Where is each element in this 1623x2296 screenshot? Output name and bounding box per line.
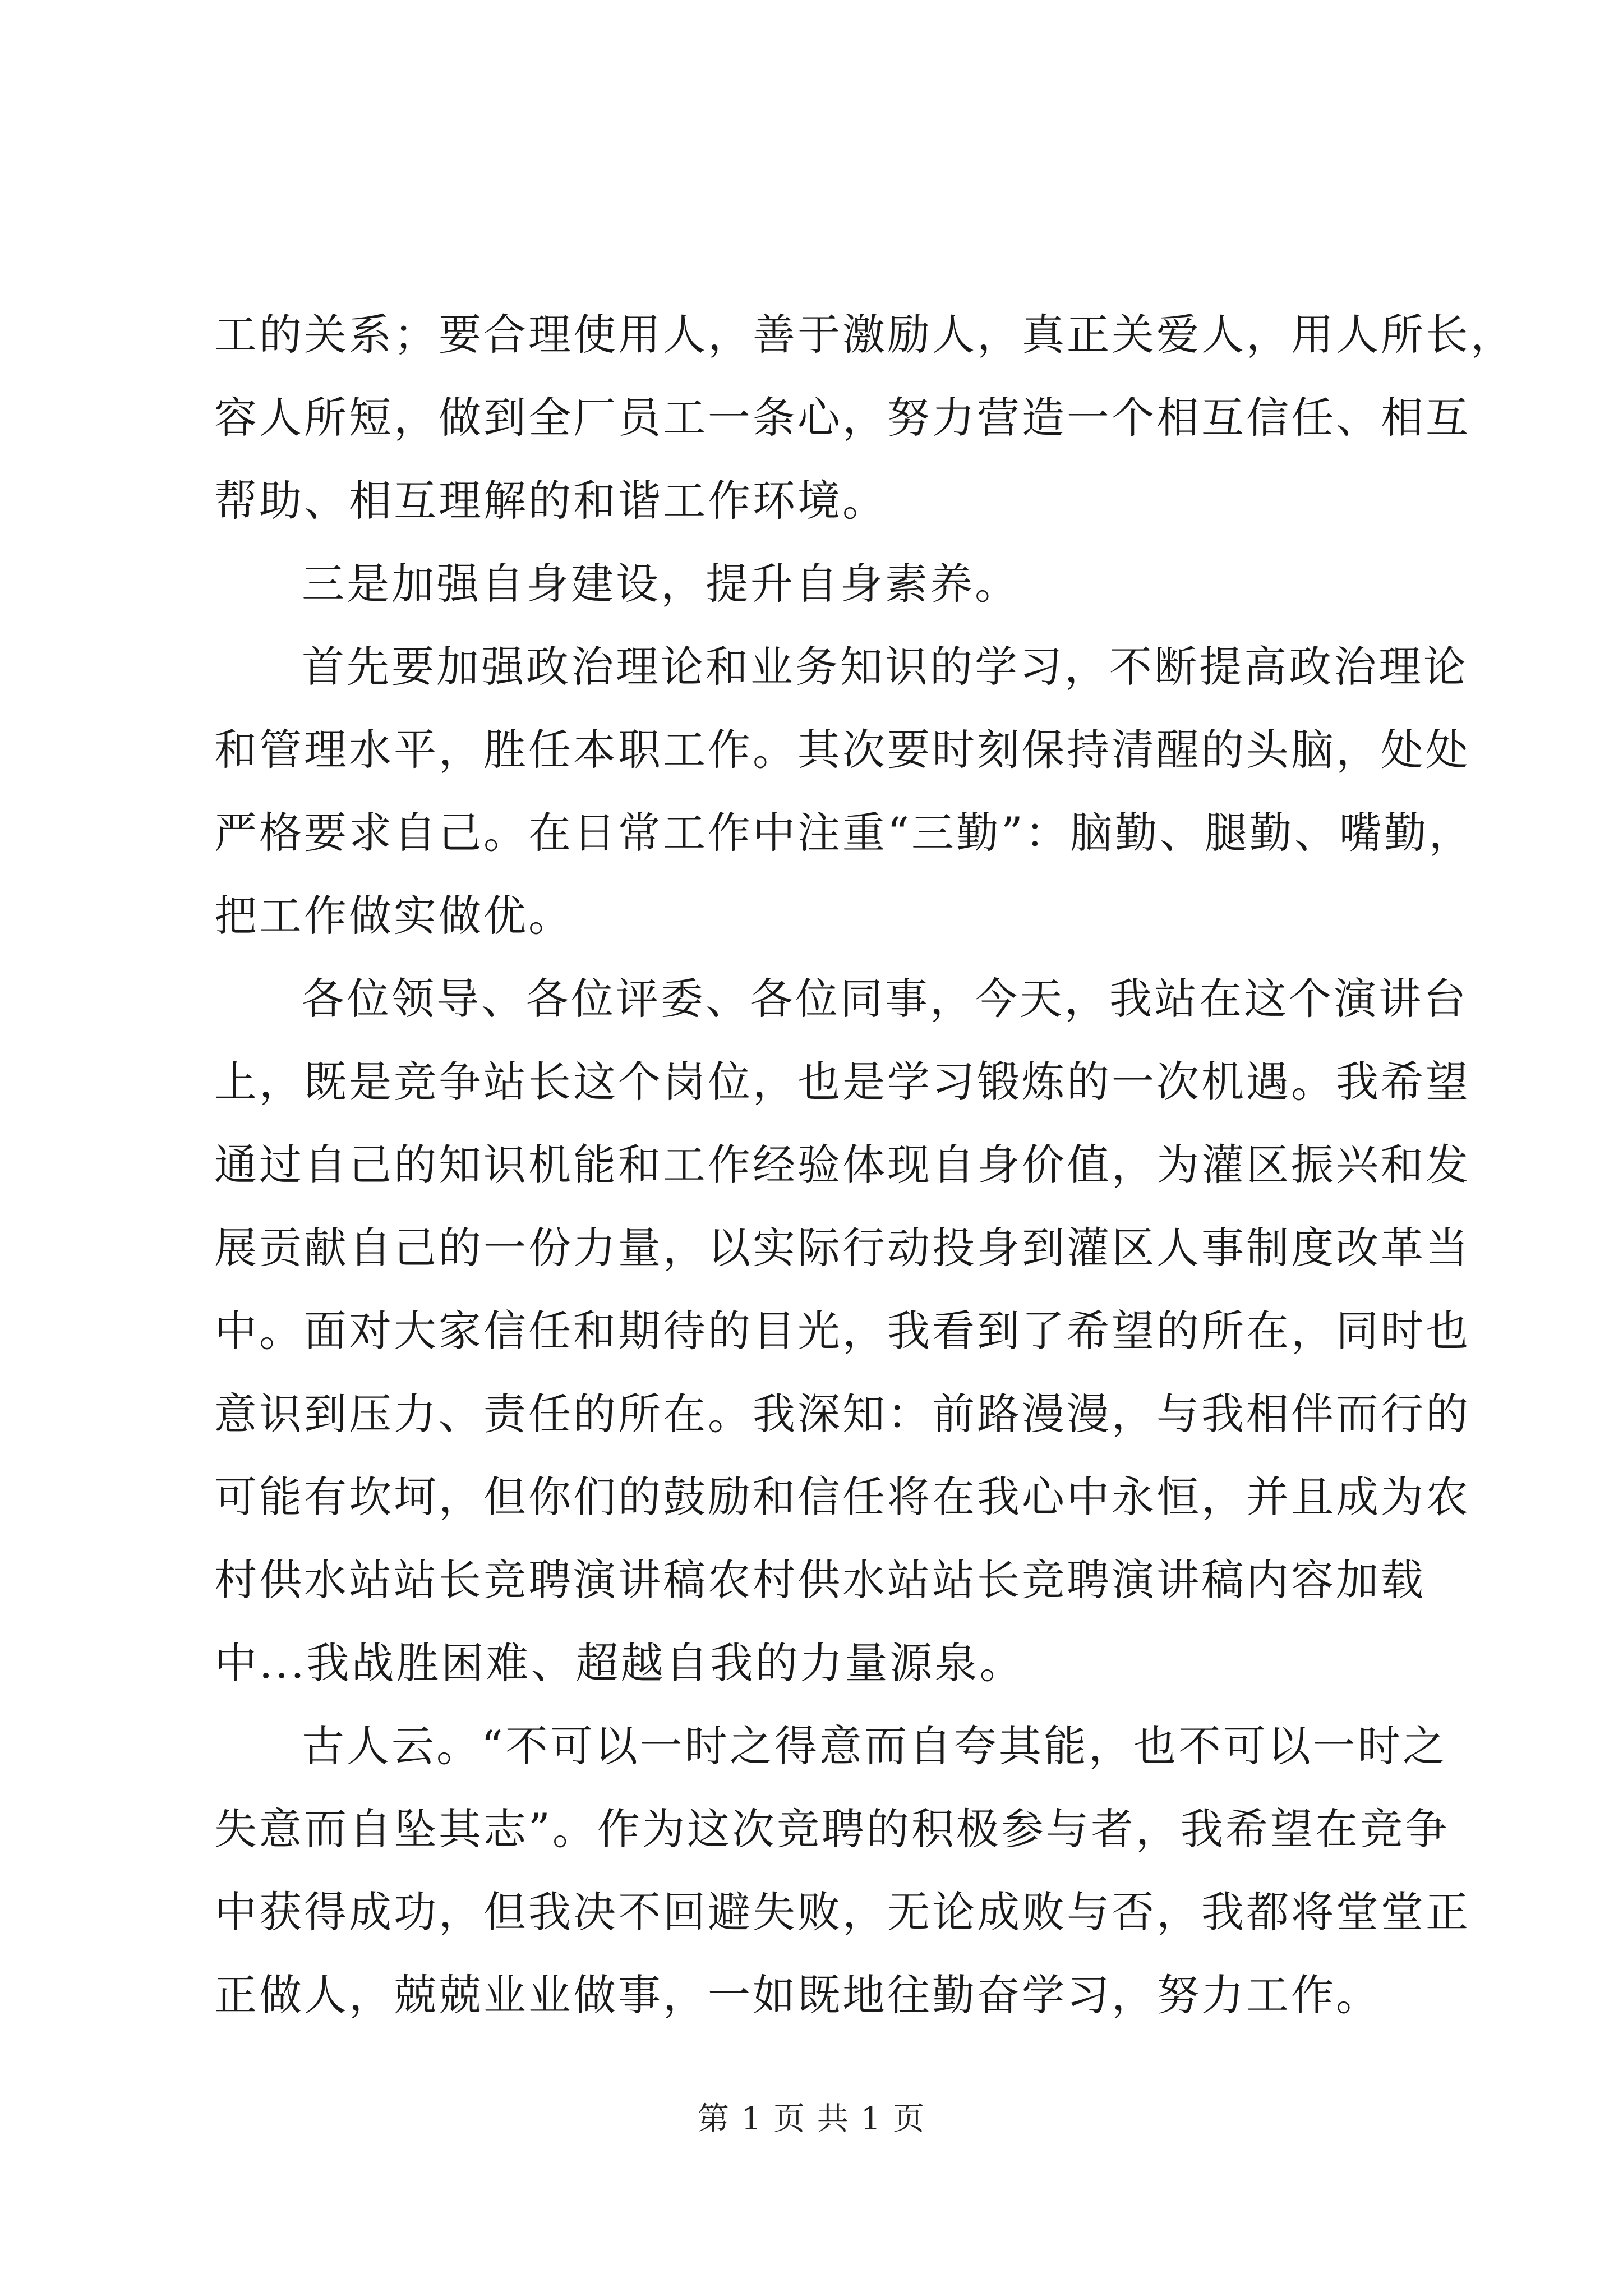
- paragraph-4-line-1: 各位领导、各位评委、各位同事，今天，我站在这个演讲台: [302, 974, 1468, 1024]
- paragraph-4-line-7: 可能有坎坷，但你们的鼓励和信任将在我心中永恒，并且成为农: [214, 1472, 1470, 1522]
- page-number-footer: 第 1 页 共 1 页: [697, 2101, 926, 2137]
- paragraph-5-line-1: 古人云。“不可以一时之得意而自夸其能，也不可以一时之: [302, 1721, 1447, 1771]
- paragraph-2-line-1: 三是加强自身建设，提升自身素养。: [302, 559, 1020, 609]
- paragraph-3-line-4: 把工作做实做优。: [214, 891, 573, 941]
- paragraph-5-line-3: 中获得成功，但我决不回避失败，无论成败与否，我都将堂堂正: [214, 1887, 1470, 1937]
- paragraph-4-line-3: 通过自己的知识机能和工作经验体现自身价值，为灌区振兴和发: [214, 1140, 1470, 1190]
- paragraph-1-line-2: 容人所短，做到全厂员工一条心，努力营造一个相互信任、相互: [214, 393, 1470, 443]
- paragraph-5-line-4: 正做人，兢兢业业做事，一如既地往勤奋学习，努力工作。: [214, 1970, 1381, 2020]
- paragraph-4-line-4: 展贡献自己的一份力量，以实际行动投身到灌区人事制度改革当: [214, 1223, 1470, 1273]
- paragraph-1-line-3: 帮助、相互理解的和谐工作环境。: [214, 476, 887, 526]
- paragraph-3-line-1: 首先要加强政治理论和业务知识的学习，不断提高政治理论: [302, 642, 1468, 692]
- paragraph-4-line-8: 村供水站站长竞聘演讲稿农村供水站站长竞聘演讲稿内容加载: [214, 1555, 1426, 1605]
- paragraph-3-line-2: 和管理水平，胜任本职工作。其次要时刻保持清醒的头脑，处处: [214, 725, 1470, 775]
- paragraph-3-line-3: 严格要求自己。在日常工作中注重“三勤”：脑勤、腿勤、嘴勤，: [214, 808, 1474, 858]
- paragraph-4-line-9: 中...我战胜困难、超越自我的力量源泉。: [214, 1638, 1025, 1688]
- paragraph-4-line-2: 上，既是竞争站长这个岗位，也是学习锻炼的一次机遇。我希望: [214, 1057, 1470, 1107]
- paragraph-4-line-5: 中。面对大家信任和期待的目光，我看到了希望的所在，同时也: [214, 1306, 1470, 1356]
- paragraph-1-line-1: 工的关系；要合理使用人，善于激励人，真正关爱人，用人所长，: [214, 310, 1515, 360]
- paragraph-5-line-2: 失意而自坠其志”。作为这次竞聘的积极参与者，我希望在竞争: [214, 1804, 1450, 1854]
- paragraph-4-line-6: 意识到压力、责任的所在。我深知：前路漫漫，与我相伴而行的: [214, 1389, 1470, 1439]
